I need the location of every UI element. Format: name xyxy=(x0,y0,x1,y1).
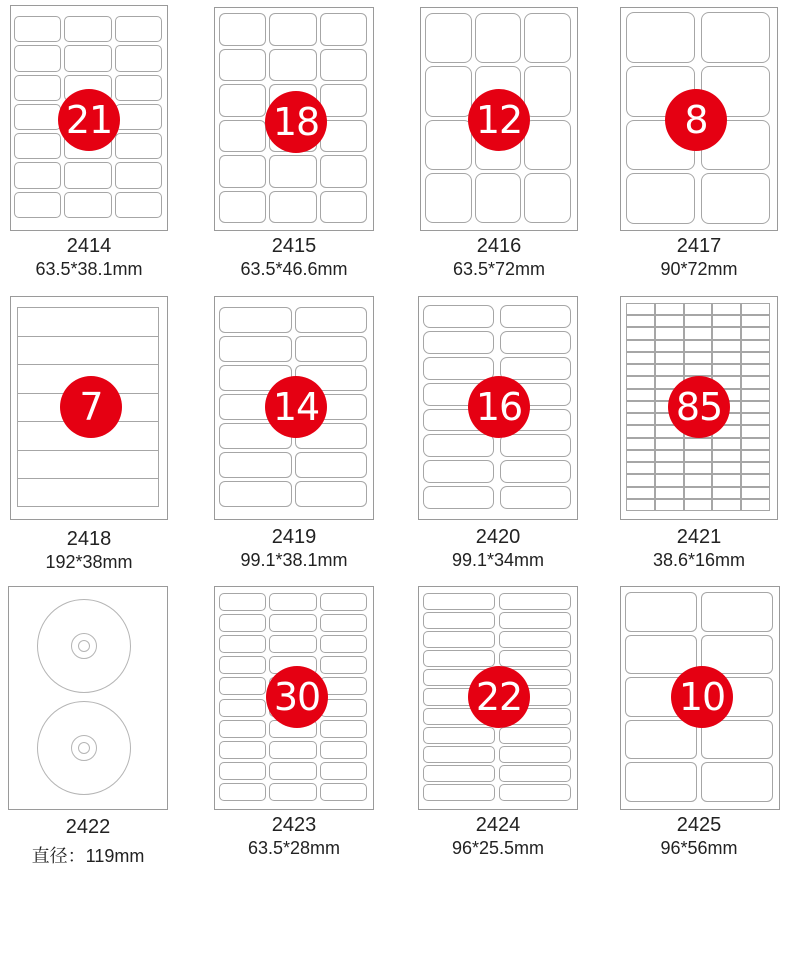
label-cell xyxy=(524,120,571,170)
label-cell xyxy=(219,13,266,46)
label-strip-divider xyxy=(18,364,158,365)
label-cell xyxy=(423,650,495,667)
label-cell xyxy=(626,474,655,486)
label-cell xyxy=(626,315,655,327)
label-cell xyxy=(499,784,571,801)
label-cell xyxy=(741,499,770,511)
label-cell xyxy=(423,765,495,782)
label-cell xyxy=(14,133,61,159)
label-cell xyxy=(269,635,316,653)
label-cell xyxy=(425,66,472,116)
template-code: 2418 xyxy=(66,528,112,550)
label-cell xyxy=(499,612,571,629)
label-cell xyxy=(219,155,266,188)
label-cell xyxy=(219,84,266,117)
label-cell xyxy=(741,315,770,327)
label-cell xyxy=(500,331,571,354)
label-cell xyxy=(14,16,61,42)
label-cell xyxy=(219,677,266,695)
label-cell xyxy=(626,499,655,511)
label-cell xyxy=(115,45,162,71)
cd-label-disc xyxy=(37,701,131,795)
template-size: 90*72mm xyxy=(660,259,738,279)
label-cell xyxy=(684,450,713,462)
template-card-2424[interactable] xyxy=(418,586,618,876)
cd-center-hole xyxy=(78,640,90,652)
label-cell xyxy=(626,438,655,450)
cd-label-disc xyxy=(37,599,131,693)
template-code: 2416 xyxy=(476,235,522,257)
label-cell xyxy=(219,656,266,674)
label-cell xyxy=(499,727,571,744)
label-cell xyxy=(655,487,684,499)
label-cell xyxy=(741,425,770,437)
label-cell xyxy=(219,699,266,717)
count-badge: 85 xyxy=(668,376,730,438)
label-cell xyxy=(423,593,495,610)
label-cell xyxy=(320,13,367,46)
label-cell xyxy=(655,303,684,315)
label-cell xyxy=(499,746,571,763)
label-cell xyxy=(741,401,770,413)
label-cell xyxy=(500,486,571,509)
label-cell xyxy=(499,765,571,782)
label-cell xyxy=(219,452,292,478)
label-cell xyxy=(701,12,770,63)
label-cell xyxy=(701,173,770,224)
cd-center-hole xyxy=(78,742,90,754)
label-cell xyxy=(741,340,770,352)
label-cell xyxy=(423,434,494,457)
label-cell xyxy=(295,307,368,333)
label-cell xyxy=(626,340,655,352)
template-card-2425[interactable] xyxy=(620,586,790,876)
label-cell xyxy=(425,173,472,223)
label-cell xyxy=(14,45,61,71)
label-cell xyxy=(741,303,770,315)
label-cell xyxy=(295,452,368,478)
label-cell xyxy=(423,305,494,328)
label-cell xyxy=(425,13,472,63)
label-cell xyxy=(524,66,571,116)
label-cell xyxy=(626,413,655,425)
count-badge: 21 xyxy=(58,89,120,151)
label-cell xyxy=(219,741,266,759)
label-cell xyxy=(655,364,684,376)
label-cell xyxy=(219,593,266,611)
label-cell xyxy=(269,13,316,46)
label-cell xyxy=(115,162,162,188)
template-code: 2424 xyxy=(475,814,521,836)
template-card-2419[interactable] xyxy=(214,296,414,586)
label-cell xyxy=(655,462,684,474)
label-cell xyxy=(626,364,655,376)
label-cell xyxy=(475,13,522,63)
label-cell xyxy=(655,352,684,364)
template-size: 63.5*28mm xyxy=(247,838,341,858)
template-code: 2423 xyxy=(271,814,317,836)
label-cell xyxy=(626,173,695,224)
label-cell xyxy=(320,593,367,611)
label-cell xyxy=(269,49,316,82)
label-cell xyxy=(14,75,61,101)
label-cell xyxy=(626,401,655,413)
label-cell xyxy=(14,104,61,130)
count-badge: 7 xyxy=(60,376,122,438)
label-cell xyxy=(423,784,495,801)
label-cell xyxy=(712,487,741,499)
template-code: 2414 xyxy=(66,235,112,257)
label-cell xyxy=(425,120,472,170)
template-code: 2420 xyxy=(475,526,521,548)
label-cell xyxy=(320,656,367,674)
label-cell xyxy=(423,357,494,380)
label-cell xyxy=(524,173,571,223)
label-cell xyxy=(320,84,367,117)
template-code: 2421 xyxy=(676,526,722,548)
label-cell xyxy=(423,331,494,354)
label-cell xyxy=(115,16,162,42)
template-card-2421[interactable] xyxy=(620,296,790,586)
label-cell xyxy=(320,614,367,632)
count-badge: 30 xyxy=(266,666,328,728)
template-size: 96*56mm xyxy=(660,838,738,858)
label-cell xyxy=(219,336,292,362)
label-cell xyxy=(741,413,770,425)
label-cell xyxy=(684,487,713,499)
count-badge: 14 xyxy=(265,376,327,438)
label-cell xyxy=(684,438,713,450)
label-cell xyxy=(684,327,713,339)
label-cell xyxy=(741,376,770,388)
template-size: 99.1*34mm xyxy=(451,550,545,570)
label-cell xyxy=(14,162,61,188)
label-cell xyxy=(712,364,741,376)
label-cell xyxy=(423,746,495,763)
label-strip-divider xyxy=(18,336,158,337)
label-cell xyxy=(295,481,368,507)
template-card-2418[interactable] xyxy=(10,296,210,586)
label-cell xyxy=(712,327,741,339)
label-cell xyxy=(712,303,741,315)
label-cell xyxy=(320,191,367,224)
template-code: 2415 xyxy=(271,235,317,257)
label-cell xyxy=(701,592,773,632)
label-cell xyxy=(499,593,571,610)
label-cell xyxy=(626,352,655,364)
template-size: 96*25.5mm xyxy=(451,838,545,858)
label-cell xyxy=(115,133,162,159)
label-cell xyxy=(269,593,316,611)
label-cell xyxy=(701,762,773,802)
label-cell xyxy=(712,340,741,352)
label-strip-divider xyxy=(18,478,158,479)
label-cell xyxy=(423,460,494,483)
template-card-2422[interactable] xyxy=(8,586,208,876)
label-cell xyxy=(423,612,495,629)
label-cell xyxy=(219,481,292,507)
template-code: 2419 xyxy=(271,526,317,548)
label-cell xyxy=(423,631,495,648)
label-cell xyxy=(219,720,266,738)
label-cell xyxy=(684,462,713,474)
template-size: 38.6*16mm xyxy=(652,550,746,570)
label-cell xyxy=(684,340,713,352)
template-size: 99.1*38.1mm xyxy=(240,550,348,570)
label-sheet xyxy=(8,586,168,810)
label-cell xyxy=(626,12,695,63)
label-cell xyxy=(64,162,111,188)
label-cell xyxy=(655,474,684,486)
label-cell xyxy=(115,75,162,101)
label-cell xyxy=(741,487,770,499)
count-badge: 22 xyxy=(468,666,530,728)
template-card-2414[interactable] xyxy=(10,5,210,295)
label-cell xyxy=(626,376,655,388)
count-badge: 16 xyxy=(468,376,530,438)
label-cell xyxy=(741,450,770,462)
label-cell xyxy=(500,434,571,457)
label-cell xyxy=(499,631,571,648)
label-cell xyxy=(684,315,713,327)
template-size: 63.5*46.6mm xyxy=(240,259,348,279)
template-code: 2417 xyxy=(676,235,722,257)
count-badge: 8 xyxy=(665,89,727,151)
label-cell xyxy=(626,389,655,401)
label-cell xyxy=(625,635,697,675)
label-cell xyxy=(64,192,111,218)
template-card-2416[interactable] xyxy=(420,7,620,297)
label-cell xyxy=(524,13,571,63)
label-cell xyxy=(64,16,111,42)
label-cell xyxy=(712,352,741,364)
label-cell xyxy=(655,327,684,339)
template-code: 2422 xyxy=(65,816,111,838)
label-cell xyxy=(712,462,741,474)
label-cell xyxy=(741,462,770,474)
label-cell xyxy=(320,49,367,82)
label-cell xyxy=(655,315,684,327)
cd-hub-ring xyxy=(71,735,97,761)
label-cell xyxy=(219,191,266,224)
label-cell xyxy=(712,499,741,511)
label-cell xyxy=(684,474,713,486)
label-cell xyxy=(626,462,655,474)
label-cell xyxy=(500,460,571,483)
label-cell xyxy=(626,327,655,339)
label-cell xyxy=(475,173,522,223)
label-cell xyxy=(655,450,684,462)
label-cell xyxy=(741,364,770,376)
label-cell xyxy=(684,364,713,376)
template-size: 直径：119mm xyxy=(31,846,145,866)
label-cell xyxy=(499,650,571,667)
label-cell xyxy=(320,741,367,759)
label-cell xyxy=(14,192,61,218)
label-cell xyxy=(626,303,655,315)
label-cell xyxy=(626,425,655,437)
label-cell xyxy=(269,783,316,801)
label-cell xyxy=(269,741,316,759)
label-cell xyxy=(320,635,367,653)
label-cell xyxy=(269,191,316,224)
label-cell xyxy=(219,783,266,801)
label-cell xyxy=(712,315,741,327)
label-cell xyxy=(219,49,266,82)
template-size: 63.5*38.1mm xyxy=(35,259,143,279)
template-card-2423[interactable] xyxy=(214,586,414,876)
label-cell xyxy=(655,499,684,511)
label-cell xyxy=(269,155,316,188)
label-cell xyxy=(320,783,367,801)
label-cell xyxy=(320,155,367,188)
label-cell xyxy=(269,614,316,632)
label-cell xyxy=(320,720,367,738)
label-cell xyxy=(712,438,741,450)
label-cell xyxy=(684,352,713,364)
count-badge: 18 xyxy=(265,91,327,153)
label-cell xyxy=(219,307,292,333)
label-cell xyxy=(626,450,655,462)
label-cell xyxy=(625,720,697,760)
count-badge: 10 xyxy=(671,666,733,728)
label-cell xyxy=(741,474,770,486)
label-cell xyxy=(626,487,655,499)
label-cell xyxy=(741,352,770,364)
label-cell xyxy=(741,327,770,339)
label-cell xyxy=(741,389,770,401)
label-cell xyxy=(712,450,741,462)
label-cell xyxy=(625,762,697,802)
label-cell xyxy=(655,340,684,352)
template-card-2420[interactable] xyxy=(418,296,618,586)
template-size: 63.5*72mm xyxy=(452,259,546,279)
template-card-2415[interactable] xyxy=(214,7,414,297)
label-strip-divider xyxy=(18,450,158,451)
label-cell xyxy=(269,762,316,780)
label-cell xyxy=(500,357,571,380)
label-cell xyxy=(741,438,770,450)
label-cell xyxy=(684,499,713,511)
label-cell xyxy=(115,192,162,218)
label-cell xyxy=(500,305,571,328)
label-cell xyxy=(219,635,266,653)
count-badge: 12 xyxy=(468,89,530,151)
template-code: 2425 xyxy=(676,814,722,836)
template-size: 192*38mm xyxy=(45,552,133,572)
cd-hub-ring xyxy=(71,633,97,659)
label-cell xyxy=(423,486,494,509)
label-cell xyxy=(219,614,266,632)
label-cell xyxy=(219,120,266,153)
label-cell xyxy=(423,727,495,744)
label-cell xyxy=(712,474,741,486)
label-cell xyxy=(684,303,713,315)
label-cell xyxy=(655,438,684,450)
label-cell xyxy=(625,592,697,632)
template-card-2417[interactable] xyxy=(620,7,790,297)
label-cell xyxy=(219,762,266,780)
label-cell xyxy=(320,762,367,780)
label-cell xyxy=(64,45,111,71)
label-cell xyxy=(295,336,368,362)
label-cell xyxy=(115,104,162,130)
